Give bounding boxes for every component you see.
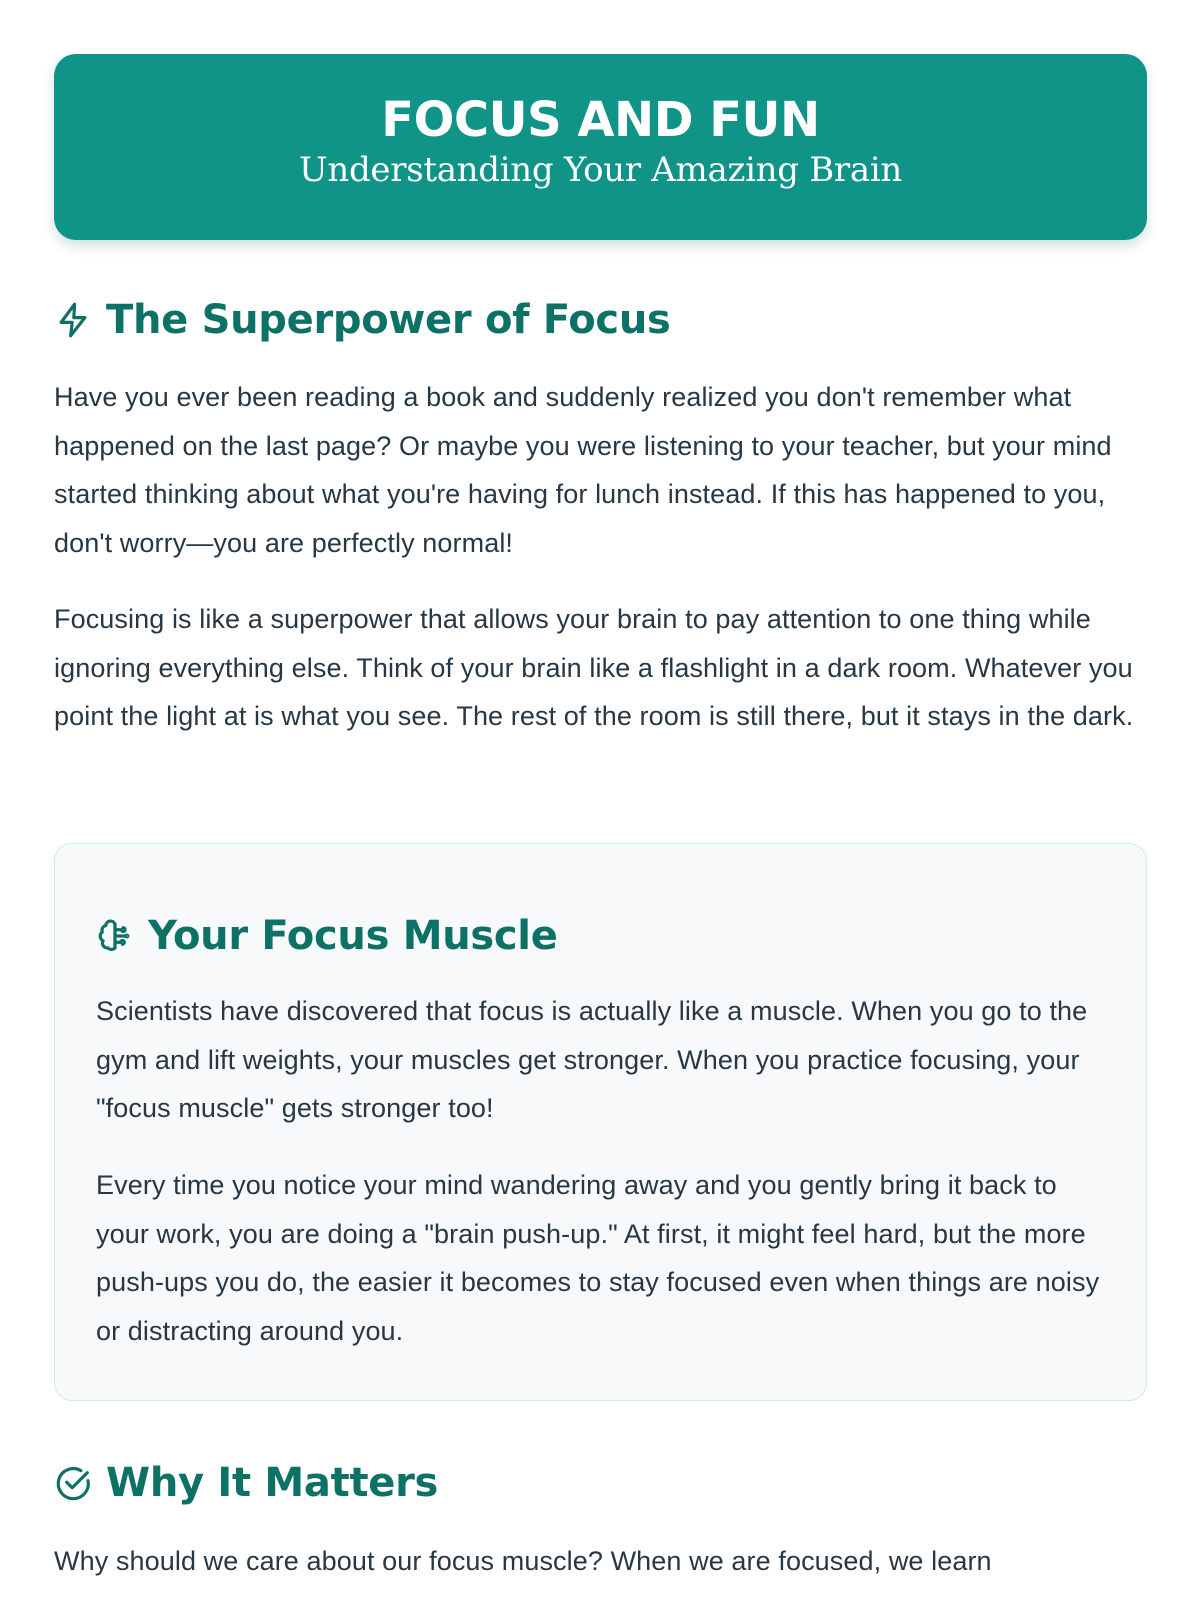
paragraph: Scientists have discovered that focus is actually like a muscle. When you go to the gym and lift weights, your muscles get stronger. When you practice focusing, your "focus muscle" gets stronger too! <box>96 996 1088 1123</box>
lightning-icon <box>54 301 92 339</box>
hero-banner <box>54 54 1147 240</box>
paragraph: Have you ever been reading a book and suddenly realized you don't remember what happened on the last page? Or maybe you were listening to your teacher, but your mind started thinking about what you're having for lunch instead. If this has happened to you, don't worry—you are perfectly normal! <box>54 382 1112 558</box>
section-heading-text: The Superpower of Focus <box>106 297 671 343</box>
paragraph: Why should we care about our focus muscle? When we are focused, we learn <box>54 1546 992 1576</box>
page-subtitle: Understanding Your Amazing Brain <box>299 150 902 190</box>
section-heading-text: Your Focus Muscle <box>148 913 558 959</box>
section-heading-matters <box>54 1459 438 1507</box>
paragraph: Every time you notice your mind wandering away and you gently bring it back to your work, you are doing a "brain push-up." At first, it might feel hard, but the more push-ups you do, the easier it becomes to stay focused even when things are noisy or distracting around you. <box>96 1170 1100 1346</box>
section-heading-muscle <box>96 912 558 960</box>
section-heading-superpower <box>54 296 671 344</box>
article <box>54 54 1147 1576</box>
page-title: FOCUS AND FUN <box>381 92 820 148</box>
check-circle-icon <box>54 1464 92 1502</box>
paragraph: Focusing is like a superpower that allows your brain to pay attention to one thing while ignoring everything else. Think of your brain like a flashlight in a dark room. Whatever you point the light at is what you see. The rest of the room is still there, but it stays in the dark. <box>54 604 1134 731</box>
brain-icon <box>96 917 134 955</box>
focus-muscle-card <box>54 843 1147 1401</box>
section-heading-text: Why It Matters <box>106 1460 439 1506</box>
